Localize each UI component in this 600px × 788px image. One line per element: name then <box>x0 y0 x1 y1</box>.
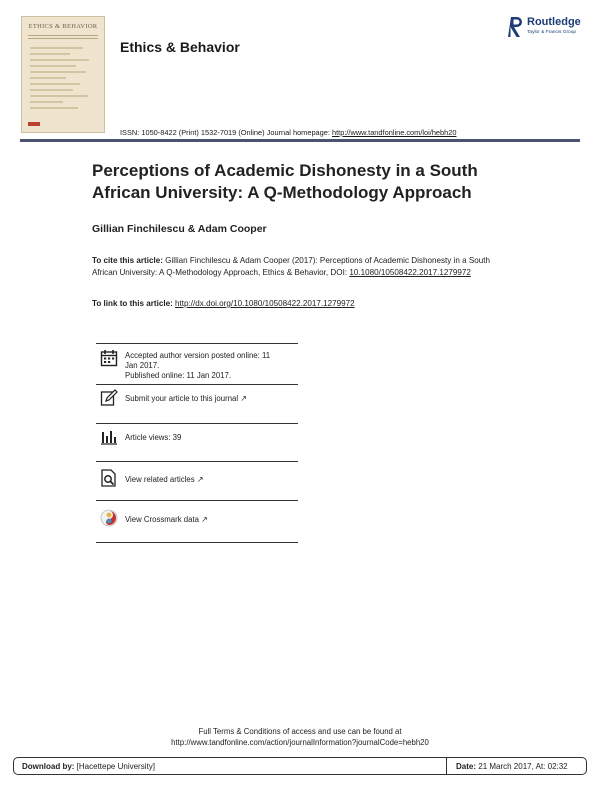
submit-article-label: Submit your article to this journal <box>125 394 239 403</box>
article-title: Perceptions of Academic Dishonesty in a South African University: A Q-Methodology Approach <box>92 161 478 202</box>
header-divider <box>20 139 580 142</box>
publisher-mark <box>28 122 40 126</box>
related-articles-label: View related articles <box>125 475 195 484</box>
meta-divider <box>96 384 298 385</box>
routledge-logo <box>508 15 588 41</box>
article-views: Article views: 39 <box>125 433 182 442</box>
meta-divider <box>96 542 298 543</box>
edit-icon <box>100 389 118 407</box>
cite-label: To cite this article: <box>92 256 166 265</box>
publisher-tagline: Taylor & Francis Group <box>527 30 577 35</box>
link-to-article <box>92 299 355 308</box>
citation-block <box>92 255 512 278</box>
issn-line <box>120 128 457 137</box>
article-doi-link[interactable]: http://dx.doi.org/10.1080/10508422.2017.1279972 <box>175 299 355 308</box>
external-link-icon: ↗ <box>240 394 247 403</box>
bar-divider <box>446 758 447 774</box>
download-date <box>456 762 568 771</box>
journal-homepage-link[interactable]: http://www.tandfonline.com/loi/hebh20 <box>332 128 457 137</box>
link-label: To link to this article: <box>92 299 176 308</box>
crossmark-label: View Crossmark data <box>125 515 199 524</box>
published-date: Published online: 11 Jan 2017. <box>125 371 232 380</box>
meta-divider <box>96 500 298 501</box>
publisher-name: Routledge <box>527 16 581 28</box>
download-info-bar <box>13 757 587 775</box>
crossmark-link[interactable] <box>125 515 208 525</box>
download-value: [Hacettepe University] <box>74 762 155 771</box>
cite-doi-link[interactable]: 10.1080/10508422.2017.1279972 <box>349 267 471 277</box>
terms-url-link[interactable]: http://www.tandfonline.com/action/journalInformation?journalCode=hebh20 <box>171 738 429 747</box>
accepted-line-2: Jan 2017. <box>125 361 160 370</box>
meta-divider <box>96 343 298 344</box>
external-link-icon: ↗ <box>201 515 208 524</box>
submit-article-link[interactable] <box>125 394 247 404</box>
publication-dates <box>125 351 270 381</box>
issn-text: ISSN: 1050-8422 (Print) 1532-7019 (Online) Journal homepage: <box>120 128 332 137</box>
meta-divider <box>96 423 298 424</box>
terms-note <box>0 726 600 748</box>
article-authors: Gillian Finchilescu & Adam Cooper <box>92 223 267 235</box>
download-label: Download by: <box>22 762 75 771</box>
routledge-r-icon <box>508 15 524 39</box>
external-link-icon: ↗ <box>196 475 204 484</box>
crossmark-icon <box>100 509 118 527</box>
meta-divider <box>96 461 298 462</box>
search-doc-icon <box>100 469 118 487</box>
cover-title: ETHICS & BEHAVIOR <box>28 23 98 30</box>
related-articles-link[interactable] <box>125 475 204 485</box>
bar-chart-icon <box>100 428 118 446</box>
terms-text: Full Terms & Conditions of access and use can be found at <box>198 727 402 736</box>
cite-text: Gillian Finchilescu & Adam Cooper (2017): Perceptions of Academic Dishonesty in a South African University: A Q-Methodology Approach, Ethics & Behavior, DOI: <box>92 256 490 277</box>
journal-name[interactable]: Ethics & Behavior <box>120 39 240 55</box>
date-label: Date: <box>456 762 477 771</box>
download-by <box>22 762 155 771</box>
journal-cover-thumbnail <box>21 16 105 133</box>
calendar-icon <box>100 349 118 367</box>
accepted-line-1: Accepted author version posted online: 11 <box>125 351 271 360</box>
date-value: 21 March 2017, At: 02:32 <box>476 762 568 771</box>
